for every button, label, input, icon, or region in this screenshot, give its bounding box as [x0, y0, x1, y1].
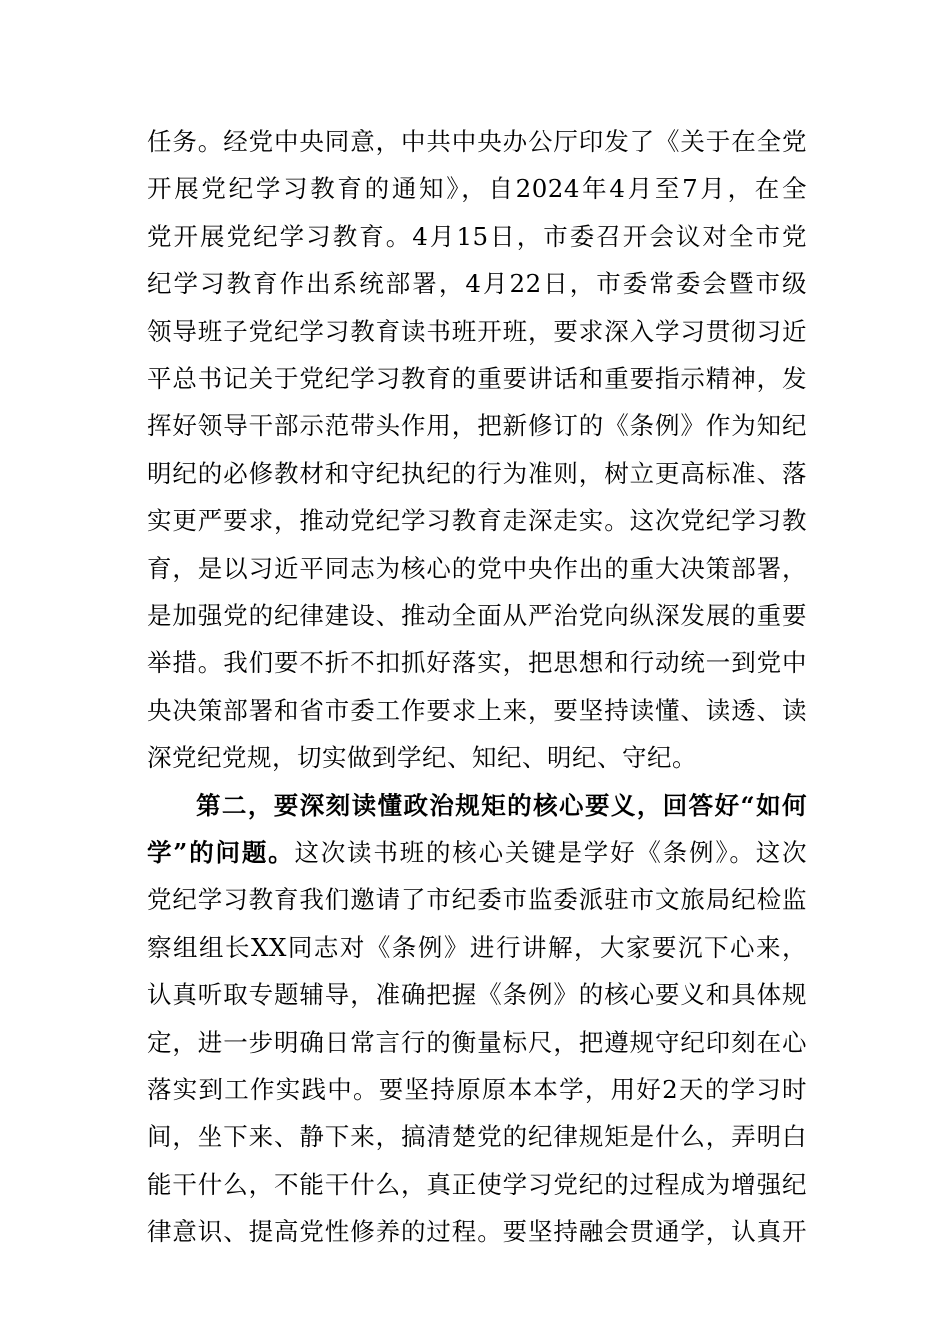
text-line — [147, 876, 807, 924]
body-text: 领导班子党纪学习教育读书班开班，要求深入学习贯彻习近 — [147, 316, 807, 346]
body-text: 明纪的必修教材和守纪执纪的行为准则，树立更高标准、落 — [147, 458, 807, 488]
text-line — [147, 639, 807, 687]
text-line — [196, 782, 807, 830]
body-text: 实更严要求，推动党纪学习教育走深走实。这次党纪学习教 — [147, 506, 807, 536]
text-line — [147, 592, 807, 640]
text-line — [147, 213, 807, 261]
body-text: 认真听取专题辅导，准确把握《条例》的核心要义和具体规 — [147, 980, 807, 1010]
text-line — [147, 971, 807, 1019]
body-text: 深党纪党规，切实做到学纪、知纪、明纪、守纪。 — [147, 743, 697, 773]
body-text: 察组组长XX同志对《条例》进行讲解，大家要沉下心来， — [147, 932, 807, 962]
text-line — [147, 545, 807, 593]
body-text: 间，坐下来、静下来，搞清楚党的纪律规矩是什么，弄明白 — [147, 1122, 807, 1152]
body-text: 央决策部署和省市委工作要求上来，要坚持读懂、读透、读 — [147, 695, 807, 725]
body-text: 党纪学习教育我们邀请了市纪委市监委派驻市文旅局纪检监 — [147, 885, 807, 915]
body-text: 开展党纪学习教育的通知》，自2024年4月至7月，在全 — [147, 174, 807, 204]
text-line — [147, 1161, 807, 1209]
text-line — [147, 924, 807, 972]
text-line — [147, 1066, 807, 1114]
bold-text: 第二，要深刻读懂政治规矩的核心要义，回答好“如何 — [196, 790, 807, 820]
body-text: 育，是以习近平同志为核心的党中央作出的重大决策部署， — [147, 553, 807, 583]
text-line — [147, 497, 807, 545]
text-line — [147, 1113, 807, 1161]
body-text: 举措。我们要不折不扣抓好落实，把思想和行动统一到党中 — [147, 648, 807, 678]
text-line — [147, 355, 807, 403]
body-text: 落实到工作实践中。要坚持原原本本学，用好2天的学习时 — [147, 1075, 807, 1104]
text-line — [147, 165, 807, 213]
text-line — [147, 829, 807, 877]
body-text: 律意识、提高党性修养的过程。要坚持融会贯通学，认真开 — [147, 1217, 807, 1247]
text-line — [147, 734, 807, 782]
body-text: 挥好领导干部示范带头作用，把新修订的《条例》作为知纪 — [147, 411, 807, 441]
text-line — [147, 260, 807, 308]
body-text: 纪学习教育作出系统部署，4月22日，市委常委会暨市级 — [147, 269, 807, 299]
text-line — [147, 1019, 807, 1067]
text-line — [147, 450, 807, 498]
text-line — [147, 687, 807, 735]
text-line — [147, 118, 807, 166]
body-text: 能干什么，不能干什么，真正使学习党纪的过程成为增强纪 — [147, 1169, 807, 1199]
text-line — [147, 402, 807, 450]
body-text: 定，进一步明确日常言行的衡量标尺，把遵规守纪印刻在心 — [147, 1027, 807, 1057]
bold-text: 学”的问题。 — [147, 838, 295, 867]
text-line — [147, 308, 807, 356]
body-text: 这次读书班的核心关键是学好《条例》。这次 — [294, 838, 808, 867]
text-line — [147, 1208, 807, 1256]
body-text: 党开展党纪学习教育。4月15日，市委召开会议对全市党 — [147, 221, 807, 251]
body-text: 是加强党的纪律建设、推动全面从严治党向纵深发展的重要 — [147, 601, 807, 630]
body-text: 平总书记关于党纪学习教育的重要讲话和重要指示精神，发 — [147, 364, 807, 393]
body-text: 任务。经党中央同意，中共中央办公厅印发了《关于在全党 — [147, 127, 807, 156]
